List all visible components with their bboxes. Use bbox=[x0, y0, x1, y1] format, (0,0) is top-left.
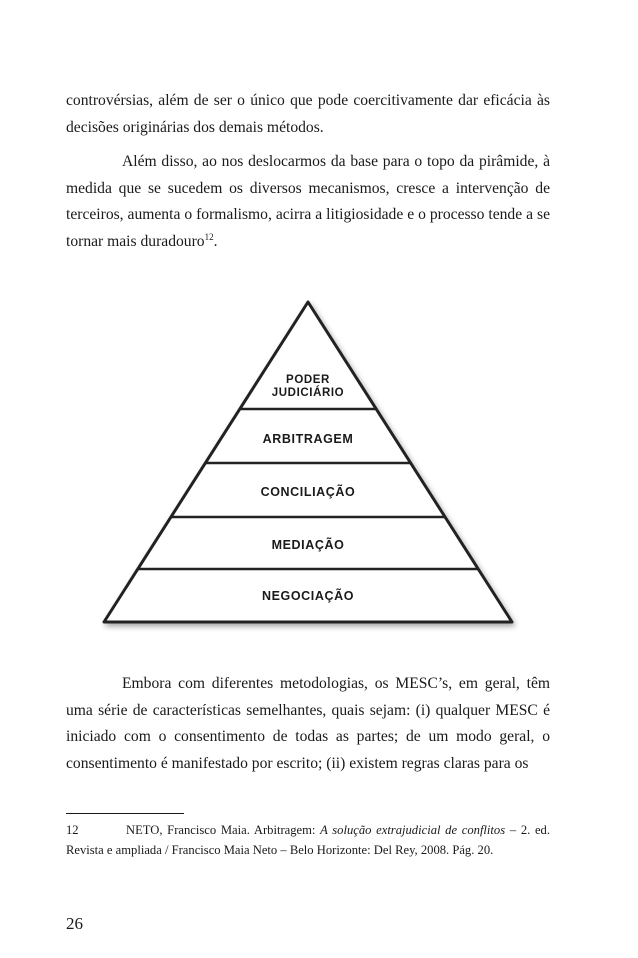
pyramid-level-arbitragem: ARBITRAGEM bbox=[262, 432, 354, 446]
paragraph-pyramid-explanation bbox=[66, 149, 550, 255]
pyramid-diagram bbox=[98, 292, 528, 644]
footnote-reference: 12 bbox=[204, 231, 214, 242]
footnote bbox=[66, 820, 550, 860]
paragraph-continuation: controvérsias, além de ser o único que pode coercitivamente dar eficácia às decisões originárias dos demais métodos. bbox=[66, 92, 550, 136]
pyramid-level-judiciario: JUDICIÁRIO bbox=[271, 387, 345, 399]
pyramid-figure bbox=[98, 292, 528, 644]
pyramid-level-negociacao: NEGOCIAÇÃO bbox=[261, 589, 355, 603]
page-number: 26 bbox=[66, 914, 83, 933]
footnote-separator bbox=[66, 813, 184, 814]
footnote-text-before: NETO, Francisco Maia. Arbitragem: bbox=[126, 823, 321, 837]
paragraph-end: . bbox=[213, 232, 218, 250]
paragraph-text: Além disso, ao nos deslocarmos da base para o topo da pirâmide, à medida que se sucedem os diversos mecanismos, cresce a intervenção de terceiros, aumenta o formalismo, acirra a litigiosidade e o processo tende a se tornar mais duradouro bbox=[66, 153, 550, 250]
footnote-text-after: – 2. ed. Revista e ampliada / Francisco Maia Neto – Belo Horizonte: Del Rey, 2008. Pág. 20. bbox=[66, 823, 550, 857]
footnote-number: 12 bbox=[66, 823, 79, 837]
pyramid-level-mediacao: MEDIAÇÃO bbox=[271, 538, 345, 552]
footnote-title: A solução extrajudicial de conflitos bbox=[320, 823, 506, 837]
pyramid-level-poder: PODER bbox=[286, 374, 330, 386]
paragraph-mesc-characteristics: Embora com diferentes metodologias, os MESC’s, em geral, têm uma série de características semelhantes, quais sejam: (i) qualquer MESC é iniciado com o consentimento de todas as partes; de um modo geral, o consentimento é manifestado por escrito; (ii) existem regras claras para os bbox=[66, 675, 550, 772]
pyramid-level-conciliacao: CONCILIAÇÃO bbox=[260, 485, 356, 499]
